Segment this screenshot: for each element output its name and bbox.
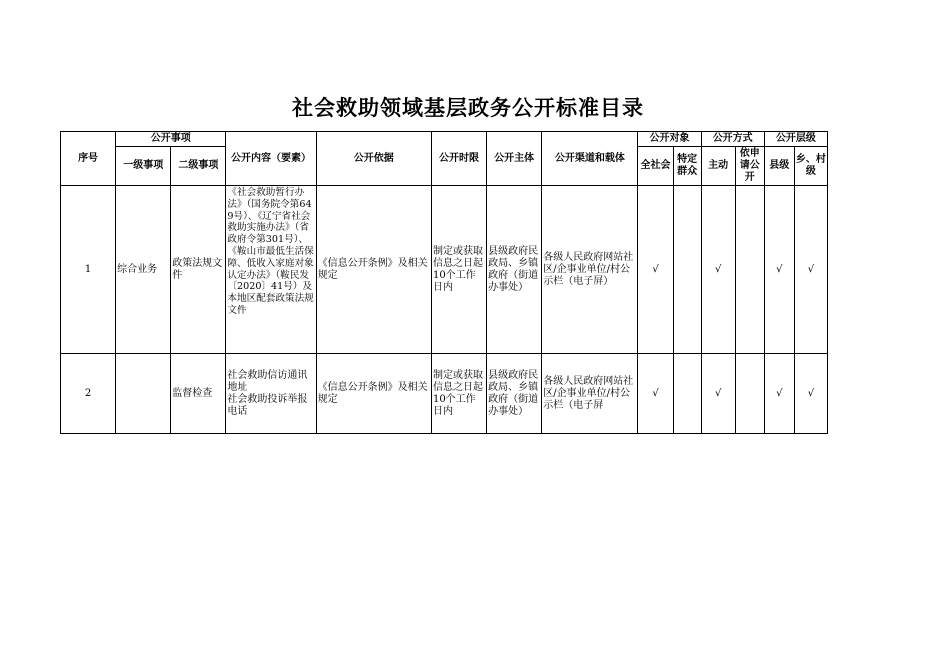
cell-method-active: √	[701, 186, 735, 354]
header-matter: 公开事项	[116, 132, 226, 147]
cell-subject: 县级政府民政局、乡镇政府（街道办事处）	[487, 354, 542, 434]
header-level-township: 乡、村级	[794, 147, 827, 186]
header-timelimit: 公开时限	[431, 132, 486, 186]
cell-level-township: √	[794, 354, 827, 434]
cell-timelimit: 制定或获取信息之日起10个工作日内	[431, 354, 486, 434]
cell-level-county: √	[764, 186, 794, 354]
cell-basis: 《信息公开条例》及相关规定	[316, 354, 431, 434]
cell-target-specific	[673, 354, 701, 434]
cell-content: 《社会救助暂行办法》（国务院令第649号）、《辽宁省社会救助实施办法》（省政府令第301号）、《鞍山市最低生活保障、低收入家庭对象认定办法》（鞍民发〔2020〕41号）及本地区配套政策法规文件	[226, 186, 316, 354]
header-basis: 公开依据	[316, 132, 431, 186]
header-target-specific: 特定群众	[673, 147, 701, 186]
cell-channel: 各级人民政府网站社区/企事业单位/村公示栏（电子屏）	[542, 186, 638, 354]
header-method-apply: 依申请公开	[735, 147, 764, 186]
header-seq: 序号	[61, 132, 116, 186]
page-title: 社会救助领域基层政务公开标准目录	[292, 96, 644, 120]
header-method-active: 主动	[701, 147, 735, 186]
cell-timelimit: 制定或获取信息之日起10个工作日内	[431, 186, 486, 354]
cell-level2: 监督检查	[171, 354, 226, 434]
cell-seq: 1	[61, 186, 116, 354]
cell-method-apply	[735, 354, 764, 434]
cell-level2: 政策法规文件	[171, 186, 226, 354]
header-subject: 公开主体	[487, 132, 542, 186]
cell-level1	[116, 354, 171, 434]
cell-target-specific	[673, 186, 701, 354]
table-row	[61, 354, 828, 434]
cell-method-apply	[735, 186, 764, 354]
cell-seq: 2	[61, 354, 116, 434]
cell-content: 社会救助信访通讯地址 社会救助投诉举报电话	[226, 354, 316, 434]
header-level1: 一级事项	[116, 147, 171, 186]
cell-level1: 综合业务	[116, 186, 171, 354]
disclosure-table	[60, 131, 828, 434]
header-channel: 公开渠道和载体	[542, 132, 638, 186]
header-target: 公开对象	[638, 132, 701, 147]
cell-method-active: √	[701, 354, 735, 434]
cell-subject: 县级政府民政局、乡镇政府（街道办事处）	[487, 186, 542, 354]
cell-target-all: √	[638, 354, 673, 434]
header-content: 公开内容（要素）	[226, 132, 316, 186]
cell-channel: 各级人民政府网站社区/企事业单位/村公示栏（电子屏	[542, 354, 638, 434]
cell-basis: 《信息公开条例》及相关规定	[316, 186, 431, 354]
header-level: 公开层级	[764, 132, 827, 147]
table-row	[61, 186, 828, 354]
cell-level-township: √	[794, 186, 827, 354]
header-method: 公开方式	[701, 132, 764, 147]
header-target-all: 全社会	[638, 147, 673, 186]
cell-target-all: √	[638, 186, 673, 354]
cell-level-county: √	[764, 354, 794, 434]
header-level2: 二级事项	[171, 147, 226, 186]
header-level-county: 县级	[764, 147, 794, 186]
